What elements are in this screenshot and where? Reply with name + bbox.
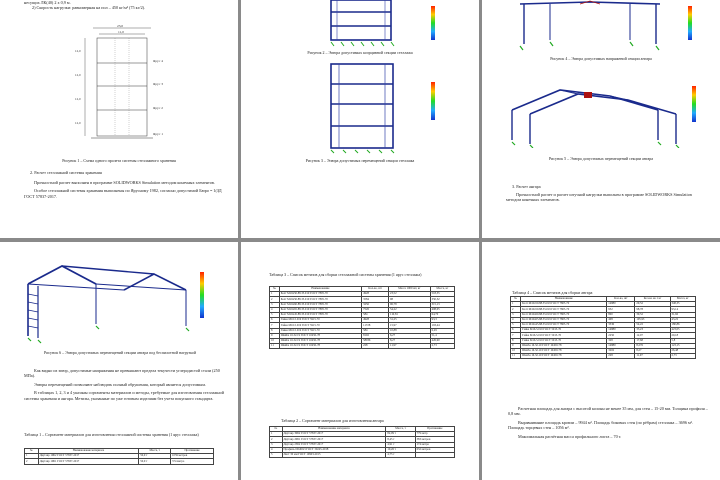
document-page-4 (0, 242, 238, 480)
table-cell: 584 (362, 328, 389, 333)
dimension-label: 12,0 (75, 121, 81, 125)
paragraph: Прочностной расчет выполнен в программе SOLIDWORKS Simulation методом конечных элементов. (34, 180, 215, 185)
table-cell: 93,3 (430, 318, 454, 323)
table-cell: 4928 (362, 292, 389, 297)
table-cell: Шайба 16.32.19 ГОСТ 10450-78 (279, 333, 361, 338)
section-heading: 3. Расчет ангара (512, 184, 541, 189)
table-cell: 6 (270, 318, 280, 323)
materials-table-1 (24, 448, 214, 465)
color-legend (688, 6, 692, 40)
table-cell: 1059 метров (171, 454, 214, 459)
table-cell: 952 (607, 307, 635, 312)
table-header: Масса, т (139, 449, 171, 454)
table-cell: 105,93 (635, 317, 670, 322)
table-cell: 14880 (607, 328, 635, 333)
table-cell: 2 (270, 437, 283, 442)
paragraph: Расчетная площадь для ангара с высотой колонн не менее 35 мм, для стен – 15-20 мм. Толщина профиля – 0,8 мм. (508, 406, 708, 417)
color-legend (692, 86, 696, 122)
table-cell: Двутавр 20Б1 ГОСТ 57837-2017 (282, 437, 386, 442)
document-page-3 (482, 0, 720, 238)
table-cell: 3 (511, 312, 521, 317)
table-cell: 174 метра (415, 442, 454, 447)
table-cell: 29,18 (670, 333, 695, 338)
table-cell: Гайка М16.5.019 ГОСТ 5915-70 (279, 318, 361, 323)
table-cell: 1 (270, 292, 280, 297)
table-cell: 98 (389, 297, 431, 302)
table-cell: 17,68 (635, 338, 670, 343)
table-cell: 3584 (362, 297, 389, 302)
table-cell: 2,73 (670, 354, 695, 359)
table-cell: Гайка М16.5.019 ГОСТ 5915-70 (521, 338, 607, 343)
color-legend (200, 272, 204, 318)
table-cell: 39,52 (635, 312, 670, 317)
figure-caption: Рисунок 3 – Эпюра допустимых перемещений секции стеллажа (305, 158, 415, 163)
table-header: Наименование материала (38, 449, 139, 454)
table-cell: Шайба 16.32.19 ГОСТ 10450-78 (521, 348, 607, 353)
table-caption: Таблица 1 – Сортамент материалов для изготовления стеллажной системы хранения (1 ярус стеллажа) (24, 432, 199, 437)
table-cell: 10 (511, 348, 521, 353)
table-cell: 6 (511, 328, 521, 333)
table-cell: 8,45 т (386, 437, 415, 442)
paragraph: Выравнивание площадь кровли – 9944 м². Площадь боковых стен (по рёбрам) стеллажа – 3696 м². Площадь торцевых стен – 1056 м². (508, 419, 693, 431)
table-cell: 11,97 (635, 354, 670, 359)
table-cell: 315,13 (430, 302, 454, 307)
figure-caption: Рисунок 1 – Схема одного пролета системы стеллажного хранения (62, 158, 176, 163)
table-cell: 2250 (607, 333, 635, 338)
table-header: Наименование (521, 297, 607, 302)
table-cell: 33,23 (635, 328, 670, 333)
color-legend (431, 82, 435, 120)
table-cell: 423,05 (670, 328, 695, 333)
table-cell: 1 (270, 432, 283, 437)
table-cell: 3256 (362, 302, 389, 307)
level-label: Ярус 3 (153, 82, 163, 86)
materials-table-2 (269, 426, 455, 458)
table-cell: 8,27 (389, 338, 431, 343)
figure-caption: Рисунок 6 – Эпюра допустимых перемещений секции ангара под беспилотной нагрузкой (43, 350, 197, 355)
table-cell: 2,73 (430, 344, 454, 349)
paragraph: Эпюры перемещений позволяют наблюдать полный обрушения, который является допустимым. (34, 381, 206, 387)
table-header: Наименование материала (282, 427, 386, 432)
table-row (511, 354, 696, 359)
table-cell: 228 (362, 344, 389, 349)
dimension-label: 11,0 (118, 30, 124, 34)
table-cell: 408,05 (430, 307, 454, 312)
dimension-label: 23,0 (117, 24, 124, 28)
table-cell: 3 (270, 442, 283, 447)
rack-stress-render (311, 0, 421, 48)
table-header: Протяжение (415, 427, 454, 432)
table-cell: Шайба 16.32.19 ГОСТ 10450-78 (521, 343, 607, 348)
paragraph: Прочностной расчет и расчет штучной нагрузки выполнен в программе SOLIDWORKS Simulation методом конечных элементов. (506, 192, 692, 203)
table-header: Протяжение (171, 449, 214, 454)
table-cell: 2 (25, 459, 39, 464)
paragraph: Максимальная расчётная масса профильного листа – 70 т. (518, 433, 622, 439)
fasteners-table-4 (510, 296, 696, 359)
table-cell: 10 (270, 338, 280, 343)
table-cell: 64,70 (430, 312, 454, 317)
table-cell: 2 (511, 307, 521, 312)
table-header: № (270, 427, 283, 432)
table-cell: Шайба 16.32.19 ГОСТ 10450-78 (279, 338, 361, 343)
table-cell: 8,27 (635, 348, 670, 353)
table-cell: Гайка М16.5.019 ГОСТ 5915-70 (279, 323, 361, 328)
table-cell: 93,14 (670, 307, 695, 312)
table-header: Кол-во, шт (607, 297, 635, 302)
table-cell: Лист 30 мм ГОСТ 19903-2015 (282, 452, 386, 457)
table-cell: 5,8 (670, 338, 695, 343)
table-cell: 54,22 (635, 322, 670, 327)
table-cell: Двутавр 10Б2 ГОСТ 57837-2017 (38, 454, 139, 459)
table-cell: 632 метров (415, 447, 454, 452)
table-cell: 7 (270, 323, 280, 328)
table-cell: 383 метров (415, 437, 454, 442)
table-cell: 123,15 (670, 343, 695, 348)
table-cell: 58036 (362, 338, 389, 343)
paragraph: Особое стеллажной системы хранения выполнены по Ярусному 1982, согласно допустимой Бюро = 1(ЗД ГОСТ 57837-2017. (24, 188, 222, 199)
table-cell: Болт М16х60.88.35.019 ГОСТ 7805-70 (279, 302, 361, 307)
table-cell: 4 (270, 447, 283, 452)
paragraph: 2) Скорость нагрузки: равномерная на пол – 450 кг/м² (75 кг/2). (32, 5, 146, 11)
table-cell: 8,276 (635, 343, 670, 348)
table-cell: 3202 (607, 348, 635, 353)
table-header: № (25, 449, 39, 454)
table-cell: Шайба 16.32.19 ГОСТ 10450-78 (521, 354, 607, 359)
figure-caption: Рисунок 5 – Эпюра допустимых перемещений секции ангара (548, 156, 654, 161)
table-header: Кол-во, шт (362, 287, 389, 292)
hangar-displacement-render (14, 254, 214, 344)
table-header: № (511, 297, 521, 302)
color-legend (431, 6, 435, 40)
fasteners-table-3 (269, 286, 455, 349)
table-cell: Шайба 16.32.19 ГОСТ 10450-78 (279, 344, 361, 349)
table-cell: 50,9 т (139, 454, 171, 459)
table-cell: 2 (270, 297, 280, 302)
table-cell: 10,88 (389, 328, 431, 333)
table-cell: 1 (25, 454, 39, 459)
table-cell: 26,48 (670, 348, 695, 353)
table-caption: Таблица 3 – Список метизов для сборки стеллажной системы хранения (1 ярус стеллажа) (269, 272, 422, 277)
table-cell: 5 (270, 452, 283, 457)
table-cell: 3 (270, 302, 280, 307)
table-cell: 7526 (362, 307, 389, 312)
table-cell: 4928 (362, 318, 389, 323)
level-label: Ярус 1 (153, 132, 163, 136)
table-cell: 23,52 (389, 292, 431, 297)
table-cell: 6,27 (389, 333, 431, 338)
table-cell: 11728 (362, 323, 389, 328)
table-cell: 374 метра (171, 459, 214, 464)
table-row (270, 344, 455, 349)
table-cell: 779 метр (415, 432, 454, 437)
table-cell: 348,35 (670, 302, 695, 307)
table-cell: Болт М16х65.88.35.019 ГОСТ 7805-70 (521, 317, 607, 322)
table-cell (415, 452, 454, 457)
dimension-label: 12,0 (75, 73, 81, 77)
table-cell: 4 (270, 307, 280, 312)
table-cell: 9 (511, 343, 521, 348)
table-cell: 15,97 (389, 323, 431, 328)
table-cell: 11,97 (389, 344, 431, 349)
table-cell: 14880 (607, 343, 635, 348)
table-cell: Гайка М16.5.019 ГОСТ 5915-70 (521, 333, 607, 338)
table-cell: Болт М16х45.88.35.019 ГОСТ 7805-70 (521, 322, 607, 327)
section-heading: 2. Расчет стеллажной системы хранения (30, 170, 102, 175)
table-cell: Болт М16х45.88.35.019 ГОСТ 7805-70 (279, 312, 361, 317)
level-label: Ярус 4 (153, 59, 163, 63)
table-row (25, 459, 214, 464)
table-cell: 426,90 (430, 338, 454, 343)
table-row (270, 452, 455, 457)
table-cell: 518,35 (430, 292, 454, 297)
table-cell: 4,75 т (386, 452, 415, 457)
table-cell: Профиль 60х60х3 ГОСТ 30245-2018 (282, 447, 386, 452)
table-cell: 5 (270, 312, 280, 317)
table-cell: 8 (270, 328, 280, 333)
table-cell: 82,09 т (386, 432, 415, 437)
dimension-label: 12,0 (75, 97, 81, 101)
table-cell: Двутавр 25Б2 ГОСТ 57837-2017 (282, 442, 386, 447)
table-header: Масса, кг (670, 297, 695, 302)
table-cell: Гайка М16.5.019 ГОСТ 5915-70 (279, 328, 361, 333)
table-cell: 328 (607, 338, 635, 343)
dimension-label: 12,0 (75, 49, 81, 53)
table-header: Масса, т (386, 427, 415, 432)
table-cell: Болт М16х65.88.35.019 ГОСТ 7805-70 (279, 307, 361, 312)
table-cell: 180,86 (670, 322, 695, 327)
table-cell: 408 (607, 317, 635, 322)
table-cell: 11 (511, 354, 521, 359)
table-cell: 10,26 т (386, 447, 415, 452)
table-cell: 43,22 (670, 317, 695, 322)
figure-caption: Рисунок 2 – Эпюра допустимых коэрцивной секции стеллажа (307, 50, 413, 55)
table-cell: 51,4 (430, 333, 454, 338)
table-cell: 8 (511, 338, 521, 343)
table-cell: 50,9 т (139, 459, 171, 464)
table-cell: 800 (607, 312, 635, 317)
paragraph: несущих ЛК(40) 2 х 0,9 м. (24, 0, 71, 5)
table-cell: 8192 (362, 333, 389, 338)
table-cell: 5 (511, 322, 521, 327)
table-cell: 6,29 (430, 328, 454, 333)
rack-displacement-render (311, 62, 421, 154)
table-header: № (270, 287, 280, 292)
document-page-2 (241, 0, 479, 238)
document-page-5 (241, 242, 479, 480)
figure-caption: Рисунок 4 – Эпюра допустимых напряжений секции ангара (550, 56, 652, 61)
table-cell: Болт М16х60.88.35.019 ГОСТ 7805-70 (521, 312, 607, 317)
table-cell: Двутавр 10Б1 ГОСТ 57837-2017 (38, 459, 139, 464)
paragraph: В таблицах 1, 2, 3 и 4 указаны сортаменты материалов и методы, требуемые для изготовления стеллажной системы хранения и ангара. Метизы, указанные по уже готовым изделиям без учета покупного стандарта. (24, 390, 224, 401)
paragraph: Как видно из эпюр, допустимые напряжения не превышают предела текучести углеродистой стали (250 МПа). (24, 368, 220, 379)
document-page-6 (482, 242, 720, 480)
hangar-displacement-render (500, 70, 690, 148)
table-cell: 12,97 (635, 333, 670, 338)
table-cell: 584 (362, 312, 389, 317)
table-cell: Двутавр 30Б2 ГОСТ 57837-2017 (282, 432, 386, 437)
table-cell: 11 (270, 344, 280, 349)
table-cell: 1 (511, 302, 521, 307)
table-cell: 110,81 (389, 312, 431, 317)
table-cell: 228 (607, 354, 635, 359)
table-header: Масса, кг (430, 287, 454, 292)
table-cell: Болт М16х50.88.35.019 ГОСТ 7805-70 (521, 302, 607, 307)
table-caption: Таблица 2 – Сортамент материалов для изготовления ангара (281, 418, 384, 423)
table-cell: Болт М16х50.88.35.019 ГОСТ 7805-70 (279, 297, 361, 302)
table-header: Масса 1000 шт, кг (389, 287, 431, 292)
table-cell: 31,25 (389, 318, 431, 323)
table-cell: 54,22 (389, 307, 431, 312)
table-cell: 350,32 (430, 297, 454, 302)
table-cell: 29,52 (635, 302, 670, 307)
table-caption: Таблица 4 – Список метизов для сборки ангара (512, 290, 593, 295)
table-cell: 96,78 (389, 302, 431, 307)
table-cell: Болт М16х50.88.35.019 ГОСТ 7805-70 (521, 307, 607, 312)
table-cell: 9 (270, 333, 280, 338)
table-cell: 98,78 (635, 307, 670, 312)
table-cell: Гайка М16.5.019 ГОСТ 5915-70 (521, 328, 607, 333)
rack-scheme-drawing (55, 18, 185, 148)
table-cell: 4 (511, 317, 521, 322)
table-header: Наименование (279, 287, 361, 292)
table-cell: 31,66 (670, 312, 695, 317)
table-cell: Болт М16х50.88.35.019 ГОСТ 7805-70 (279, 292, 361, 297)
table-cell: 14880 (607, 302, 635, 307)
table-cell: 193,44 (430, 323, 454, 328)
document-page-1 (0, 0, 238, 238)
table-cell: 4,91 т (386, 442, 415, 447)
table-cell: 3336 (607, 322, 635, 327)
hangar-stress-render (510, 0, 680, 52)
table-cell: 7 (511, 333, 521, 338)
level-label: Ярус 2 (153, 106, 163, 110)
table-header: Кол-во на 1 кг (635, 297, 670, 302)
